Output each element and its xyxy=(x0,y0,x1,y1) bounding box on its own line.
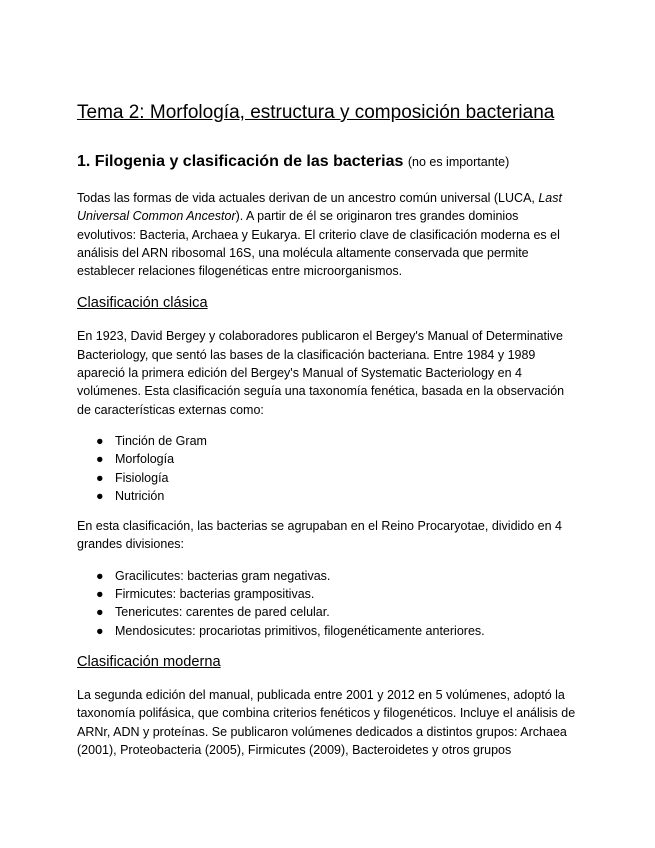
list-item xyxy=(77,603,577,621)
bullet-icon: ● xyxy=(96,452,104,467)
section-heading-filogenia xyxy=(77,151,577,173)
page-title: Tema 2: Morfología, estructura y composición bacteriana xyxy=(77,102,555,123)
section-heading-text: 1. Filogenia y clasificación de las bacterias xyxy=(77,153,404,170)
subheading-clasica: Clasificación clásica xyxy=(77,295,208,312)
list-item-text: Gracilicutes: bacterias gram negativas. xyxy=(115,568,331,583)
section-heading-note: (no es importante) xyxy=(407,155,510,169)
list-item xyxy=(77,487,577,505)
list-item xyxy=(77,567,577,585)
list-item-text: Morfología xyxy=(115,452,175,467)
list-item xyxy=(77,432,577,450)
clasica-paragraph-2: En esta clasificación, las bacterias se agrupaban en el Reino Procaryotae, dividido en 4 grandes divisiones: xyxy=(77,519,563,552)
list-item-text: Tinción de Gram xyxy=(115,433,207,448)
intro-paragraph xyxy=(77,189,577,280)
intro-text-2: ). A partir de él se originaron tres grandes dominios evolutivos: Bacteria, Archaea y Eukarya. El criterio clave de clasificación moderna es el análisis del ARN ribosomal 16S, una molécula altamente conservada que permite establecer relaciones filogenéticas entre microorganismos. xyxy=(77,209,560,279)
bullet-icon: ● xyxy=(96,605,104,620)
bullet-icon: ● xyxy=(96,433,104,448)
intro-text-1: Todas las formas de vida actuales derivan de un ancestro común universal (LUCA, xyxy=(77,191,539,205)
list-item-text: Nutrición xyxy=(115,488,165,503)
intro-italic: Last Universal Common Ancestor xyxy=(77,191,562,224)
list-item-text: Tenericutes: carentes de pared celular. xyxy=(115,605,330,620)
bullet-icon: ● xyxy=(96,488,104,503)
bullet-icon: ● xyxy=(96,587,104,602)
list-item xyxy=(77,469,577,487)
list-item xyxy=(77,622,577,640)
bullet-icon: ● xyxy=(96,623,104,638)
subheading-moderna: Clasificación moderna xyxy=(77,653,221,670)
list-item-text: Fisiología xyxy=(115,470,169,485)
list-item-text: Firmicutes: bacterias grampositivas. xyxy=(115,587,315,602)
features-list xyxy=(77,432,577,505)
list-item xyxy=(77,450,577,468)
clasica-paragraph-1: En 1923, David Bergey y colaboradores publicaron el Bergey's Manual of Determinative Bacteriology, que sentó las bases de la clasificación bacteriana. Entre 1984 y 1989 apareció la primera edición del Bergey's Manual of Systematic Bacteriology en 4 volúmenes. Esta clasificación seguía una taxonomía fenética, basada en la observación de características externas como: xyxy=(77,329,565,417)
divisions-list xyxy=(77,567,577,640)
list-item xyxy=(77,585,577,603)
document-page xyxy=(77,100,577,772)
bullet-icon: ● xyxy=(96,470,104,485)
list-item-text: Mendosicutes: procariotas primitivos, filogenéticamente anteriores. xyxy=(115,623,485,638)
moderna-paragraph-1: La segunda edición del manual, publicada entre 2001 y 2012 en 5 volúmenes, adoptó la taxonomía polifásica, que combina criterios fenéticos y filogenéticos. Incluye el análisis de ARNr, ADN y proteínas. Se publicaron volúmenes dedicados a distintos grupos: Archaea (2001), Proteobacteria (2005), Firmicutes (2009), Bacteroidetes y otros grupos xyxy=(77,687,576,757)
bullet-icon: ● xyxy=(96,568,104,583)
